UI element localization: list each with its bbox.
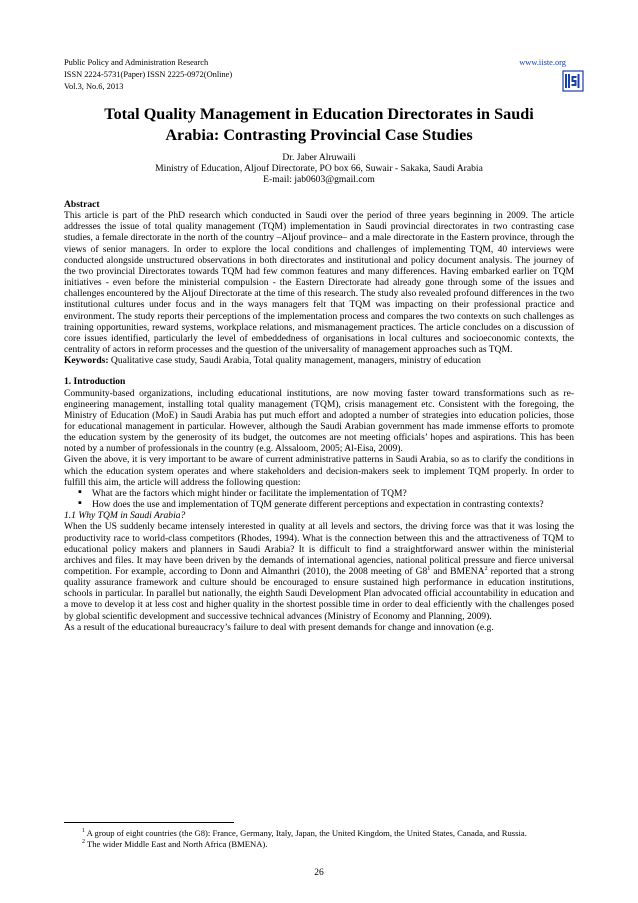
- author-name: Dr. Jaber Alruwaili: [282, 152, 356, 163]
- footnote-2: [64, 839, 574, 850]
- footnote-text: A group of eight countries (the G8): France, Germany, Italy, Japan, the United Kingdom, the United States, Canada, and Russia.: [85, 828, 527, 838]
- author-block: [64, 152, 574, 186]
- paper-title: [64, 104, 574, 146]
- intro-paragraph-1: Community-based organizations, including educational institutions, are now moving faster toward transformations such as re-engineering management, installing total quality management (TQM), crisis management etc. Consistent with the foregoing, the Ministry of Education (MoE) in Saudi Arabia has put much effort and adopted a number of strategies into education policies, those for educational management in particular. However, although the Saudi Arabian government has made immense efforts to promote the education system by the generosity of its budget, the outcomes are not meeting officials’ hopes and aspirations. This has been noted by a number of professionals in the country (e.g. Alssaloom, 2005; Al-Eisa, 2009).: [64, 387, 574, 455]
- intro-paragraph-3: [64, 521, 574, 621]
- journal-name: Public Policy and Administration Research: [64, 58, 209, 67]
- footnote-ref-2[interactable]: 2: [484, 565, 488, 572]
- author-affiliation: Ministry of Education, Aljouf Directorate, PO box 66, Suwair - Sakaka, Saudi Arabia: [155, 163, 483, 175]
- journal-issn: ISSN 2224-5731(Paper) ISSN 2225-0972(Online): [64, 70, 233, 79]
- paragraph-text: reported that a strong quality assurance framework and culture should be encouraged to ensure sustained high performance in education institutions, schools in particular. In parallel but nationally, the eighth Saudi Development Plan advocated official accountability in education and a move to develop it at less cost and higher quality in the shortest possible time in order to deal efficiently with the challenges posed by global scientific development and successive technical advances (Ministry of Economy and Planning, 2009).: [64, 566, 574, 622]
- title-line-1: Total Quality Management in Education Directorates in Saudi: [104, 105, 534, 123]
- keywords-line: [64, 355, 574, 366]
- keywords-label: Keywords:: [64, 355, 109, 367]
- footnote-mark: 2: [82, 838, 85, 845]
- author-email: E-mail: jab0603@gmail.com: [263, 174, 375, 186]
- footnote-divider: [64, 822, 234, 823]
- iiste-logo: [562, 70, 584, 92]
- title-line-2: Arabia: Contrasting Provincial Case Studies: [165, 126, 473, 144]
- research-question-item: ▪ What are the factors which might hinder or facilitate the implementation of TQM?: [78, 488, 574, 499]
- footnote-text: The wider Middle East and North Africa (BMENA).: [85, 838, 268, 849]
- intro-paragraph-2: Given the above, it is very important to be aware of current administrative patterns in Saudi Arabia, so as to clarify the conditions in which the education system operates and where stakeholders and decision-makers seek to implement TQM properly. In order to fulfill this aim, the article will address the following question:: [64, 454, 574, 488]
- journal-url-link[interactable]: www.iiste.org: [519, 58, 566, 67]
- paragraph-text: and BMENA: [430, 566, 485, 577]
- abstract-text: This article is part of the PhD research which conducted in Saudi over the period of three years beginning in 2009. The article addresses the issue of total quality management (TQM) implementation in Saudi provincial directorates in two contrasting case studies, a female directorate in the north of the country –Aljouf province– and a male directorate in the Eastern province, through the views of senior managers. In order to explore the local conditions and challenges of implementing TQM, 40 interviews were conducted alongside unstructured observations in both directorates and institutional and policy document analysis. The journey of the two provincial Directorates towards TQM had few common features and many differences. Having embarked earlier on TQM initiatives - even before the ministerial compulsion - the Eastern Directorate had already gone through some of the issues and challenges encountered by the Aljouf Directorate at the time of this research. The study also revealed profound differences in the two institutional cultures under focus and in the ways managers felt that TQM was impacting on their professional practice and environment. The study reports their perceptions of the implementation process and compares the two contexts on such challenges as training opportunities, reward systems, workplace relations, and mismanagement practices. The article concludes on a discussion of core issues identified, particularly the level of embeddedness of organisations in local cultures and socioeconomic contexts, the centrality of actors in reform processes and the question of the universality of management approaches such as TQM.: [64, 210, 574, 356]
- footnotes: [64, 828, 574, 849]
- paragraph-text: When the US suddenly became intensely interested in quality at all levels and sectors, the driving force was that it was losing the productivity race to world-class competitors (Rhodes, 1994). What is the connection between this and the attractiveness of TQM to educational policy makers and planners in Saudi Arabia? It is difficult to find a straightforward answer within the ministerial archives and files. It may have been driven by the demands of international agencies, national political pressure and fierce universal competition. For example, according to Donn and Almanthri (2010), the 2008 meeting of G8: [64, 521, 574, 577]
- footnote-1: [64, 828, 574, 839]
- intro-paragraph-4: As a result of the educational bureaucracy’s failure to deal with present demands for change and innovation (e.g.: [64, 621, 494, 633]
- paper-body: [64, 199, 574, 633]
- subsection-heading: 1.1 Why TQM in Saudi Arabia?: [64, 510, 186, 522]
- research-question-list: [64, 488, 574, 510]
- keywords-text: Qualitative case study, Saudi Arabia, Total quality management, managers, ministry of education: [108, 355, 481, 367]
- journal-volume: Vol.3, No.6, 2013: [64, 82, 124, 91]
- abstract-heading: Abstract: [64, 199, 100, 210]
- intro-heading: 1. Introduction: [64, 376, 126, 388]
- footnote-mark: 1: [82, 828, 85, 835]
- research-question-item: ▪ How does the use and implementation of TQM generate different perceptions and expectation in contrasting contexts?: [78, 499, 574, 510]
- footnote-ref-1[interactable]: 1: [427, 565, 431, 572]
- page-number: 26: [314, 868, 324, 878]
